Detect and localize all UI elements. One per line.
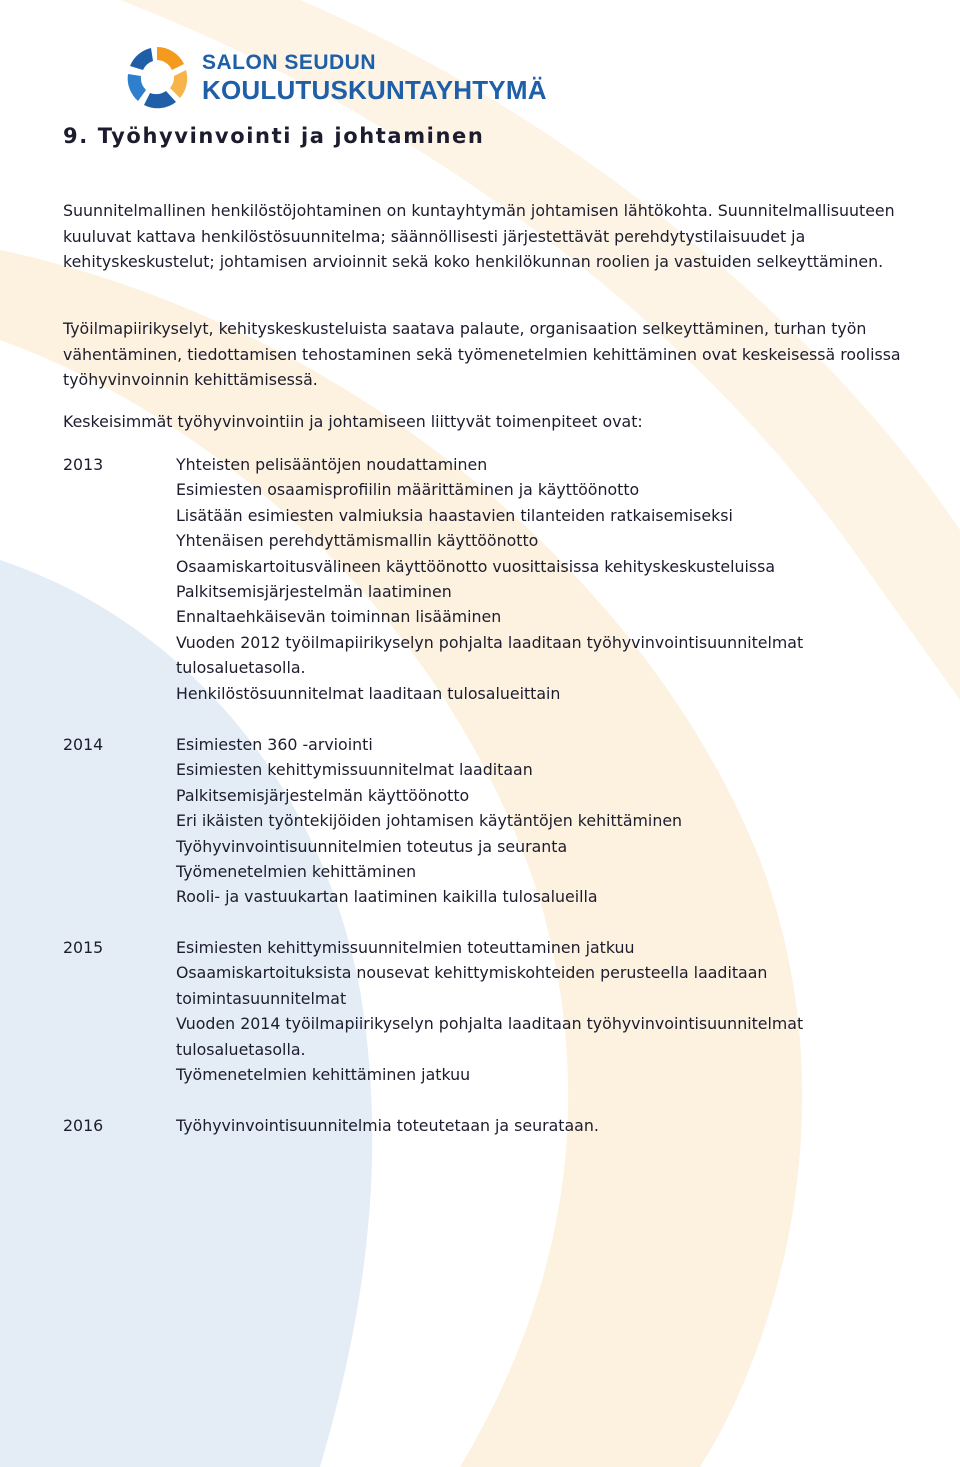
measure-item: Osaamiskartoitusvälineen käyttöönotto vuosittaisissa kehityskeskusteluissa — [176, 556, 776, 576]
logo-text-line2: KOULUTUSKUNTAYHTYMÄ — [202, 75, 547, 105]
measure-item: Palkitsemisjärjestelmän käyttöönotto — [176, 785, 470, 805]
measure-item: Esimiesten 360 -arviointi — [176, 735, 373, 754]
organization-logo — [122, 42, 602, 112]
measure-item: Työhyvinvointisuunnitelmia toteutetaan ja seurataan. — [176, 1116, 599, 1135]
measure-item: Työhyvinvointisuunnitelmien toteutus ja seuranta — [176, 836, 568, 856]
year-measures-list — [176, 935, 896, 1087]
measure-item: Työmenetelmien kehittäminen jatkuu — [176, 1065, 471, 1085]
section-title: 9. Työhyvinvointi ja johtaminen — [63, 124, 485, 148]
intro-paragraph: Suunnitelmallinen henkilöstöjohtaminen on kuntayhtymän johtamisen lähtökohta. Suunnitelmallisuuteen kuuluvat kattava henkilöstösuunnitelma; säännöllisesti järjestettävät perehdytystilaisuudet ja kehityskeskustelut; johtamisen arvioinnit sekä koko henkilökunnan roolien ja vastuiden selkeyttäminen. — [63, 201, 895, 272]
measure-item: Palkitsemisjärjestelmän laatiminen — [176, 582, 452, 602]
measure-item: Yhtenäisen perehdyttämismallin käyttöönotto — [176, 531, 539, 551]
measure-item: Työmenetelmien kehittäminen — [176, 862, 417, 882]
measure-item: Vuoden 2014 työilmapiirikyselyn pohjalta laaditaan työhyvinvointisuunnitelmat tulosaluetasolla. — [176, 1014, 804, 1059]
year-label: 2014 — [63, 735, 104, 754]
year-measures-list — [176, 1113, 896, 1138]
measure-item: Yhteisten pelisääntöjen noudattaminen — [176, 455, 488, 474]
measure-item: Eri ikäisten työntekijöiden johtamisen käytäntöjen kehittäminen — [176, 811, 683, 831]
year-measures-list — [176, 452, 896, 706]
year-label: 2015 — [63, 938, 104, 957]
measure-item: Henkilöstösuunnitelmat laaditaan tulosalueittain — [176, 683, 561, 703]
measure-item: Osaamiskartoituksista nousevat kehittymiskohteiden perusteella laaditaan toimintasuunnitelmat — [176, 963, 768, 1008]
focus-paragraph: Työilmapiirikyselyt, kehityskeskusteluista saatava palaute, organisaation selkeyttäminen, turhan työn vähentäminen, tiedottamisen tehostaminen sekä työmenetelmien kehittäminen ovat keskeisessä roolissa työhyvinvoinnin kehittämisessä. — [63, 319, 901, 390]
measure-item: Vuoden 2012 työilmapiirikyselyn pohjalta laaditaan työhyvinvointisuunnitelmat tulosaluetasolla. — [176, 632, 804, 678]
measure-item: Esimiesten kehittymissuunnitelmien toteuttaminen jatkuu — [176, 938, 635, 957]
measure-item: Esimiesten osaamisprofiilin määrittäminen ja käyttöönotto — [176, 480, 640, 500]
year-label: 2016 — [63, 1116, 104, 1135]
measures-lead-paragraph: Keskeisimmät työhyvinvointiin ja johtamiseen liittyvät toimenpiteet ovat: — [63, 412, 643, 431]
year-label: 2013 — [63, 455, 104, 474]
measure-item: Esimiesten kehittymissuunnitelmat laaditaan — [176, 760, 533, 780]
logo-emblem-icon — [122, 42, 192, 112]
measure-item: Lisätään esimiesten valmiuksia haastavien tilanteiden ratkaisemiseksi — [176, 505, 733, 525]
measure-item: Ennaltaehkäisevän toiminnan lisääminen — [176, 607, 502, 627]
measure-item: Rooli- ja vastuukartan laatiminen kaikilla tulosalueilla — [176, 887, 598, 907]
logo-text-line1: SALON SEUDUN — [202, 51, 377, 74]
year-measures-list — [176, 732, 896, 910]
